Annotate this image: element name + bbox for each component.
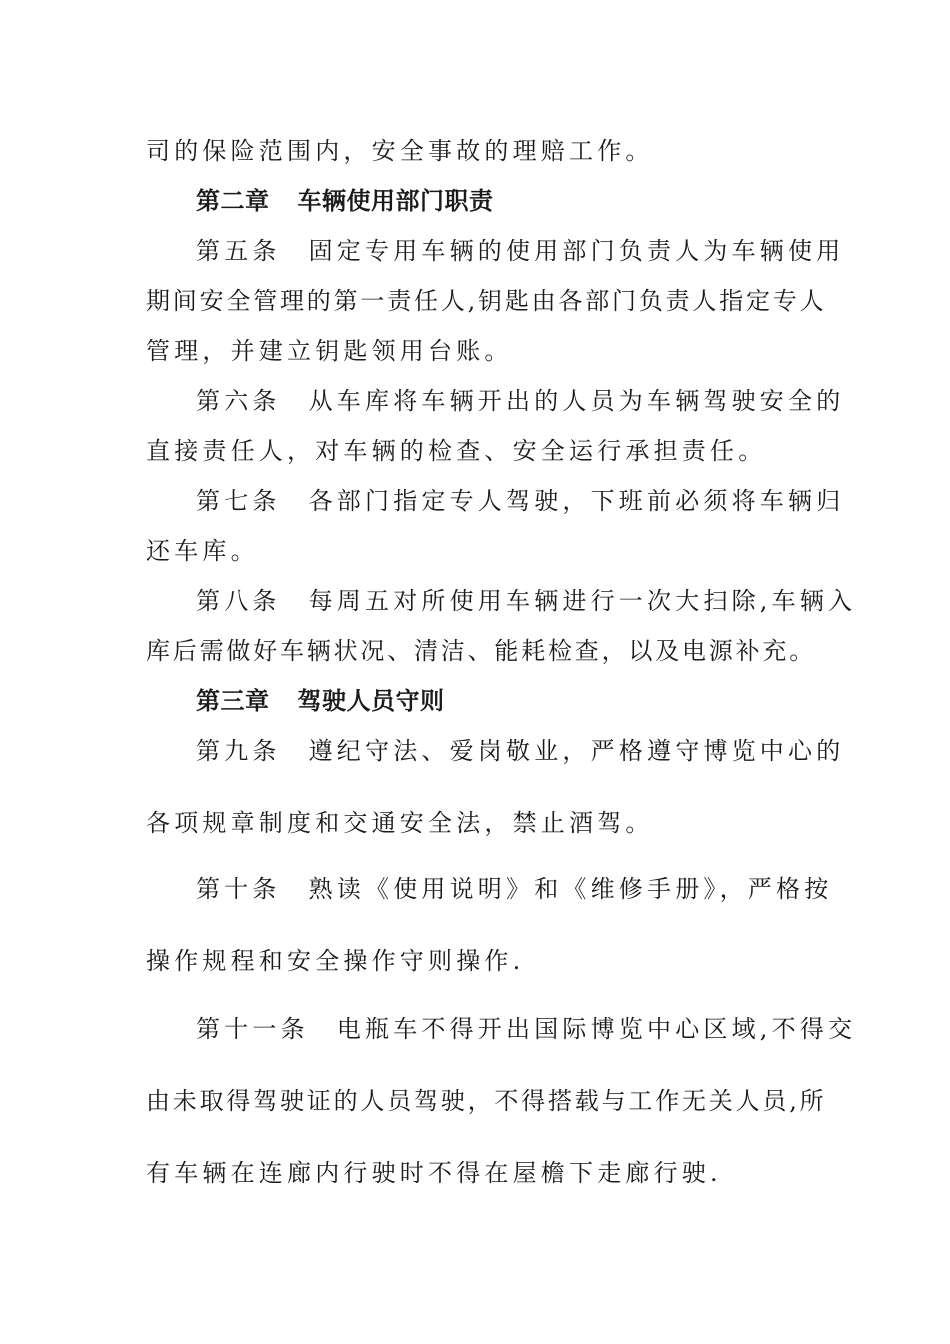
- article-10-line-1: [196, 874, 833, 904]
- article-8-text-1: 每周五对所使用车辆进行一次大扫除,车辆入: [308, 587, 857, 615]
- article-9-text-1: 遵纪守法、爱岗敬业，严格遵守博览中心的: [308, 737, 845, 765]
- article-5-line-3: 管理，并建立钥匙领用台账。: [146, 337, 513, 365]
- article-8-label: 第八条: [196, 587, 281, 615]
- chapter-2-title: 车辆使用部门职责: [297, 187, 494, 215]
- article-5-text-1: 固定专用车辆的使用部门负责人为车辆使用: [308, 237, 845, 265]
- article-10-label: 第十条: [196, 875, 281, 903]
- article-11-line-1: [196, 1014, 857, 1044]
- article-11-line-3: 有车辆在连廊内行驶时不得在屋檐下走廊行驶.: [146, 1159, 722, 1187]
- article-8-line-1: [196, 586, 857, 616]
- article-6-text-1: 从车库将车辆开出的人员为车辆驾驶安全的: [308, 387, 845, 415]
- article-6-line-1: [196, 386, 845, 416]
- article-9-label: 第九条: [196, 737, 281, 765]
- article-7-line-2: 还车库。: [146, 537, 259, 565]
- chapter-2-number: 第二章: [196, 187, 270, 215]
- article-7-label: 第七条: [196, 487, 281, 515]
- article-10-text-1: 熟读《使用说明》和《维修手册》，严格按: [308, 875, 833, 903]
- chapter-3-title: 驾驶人员守则: [297, 687, 445, 715]
- article-8-line-2: 库后需做好车辆状况、清洁、能耗检查，以及电源补充。: [146, 637, 816, 665]
- article-7-line-1: [196, 486, 845, 516]
- article-11-line-2: 由未取得驾驶证的人员驾驶，不得搭载与工作无关人员,所: [146, 1087, 827, 1115]
- article-11-text-1: 电瓶车不得开出国际博览中心区域,不得交: [336, 1015, 857, 1043]
- chapter-2-heading: [196, 186, 806, 216]
- article-7-text-1: 各部门指定专人驾驶，下班前必须将车辆归: [308, 487, 845, 515]
- chapter-3-heading: [196, 686, 806, 716]
- article-5-label: 第五条: [196, 237, 281, 265]
- paragraph-continued: 司的保险范围内，安全事故的理赔工作。: [146, 137, 654, 165]
- article-6-label: 第六条: [196, 387, 281, 415]
- article-9-line-2: 各项规章制度和交通安全法，禁止酒驾。: [146, 809, 654, 837]
- article-9-line-1: [196, 736, 845, 766]
- article-5-line-1: [196, 236, 845, 266]
- article-6-line-2: 直接责任人，对车辆的检查、安全运行承担责任。: [146, 437, 767, 465]
- article-10-line-2: 操作规程和安全操作守则操作.: [146, 947, 525, 975]
- article-11-label: 第十一条: [196, 1015, 309, 1043]
- article-5-line-2: 期间安全管理的第一责任人,钥匙由各部门负责人指定专人: [146, 287, 827, 315]
- chapter-3-number: 第三章: [196, 687, 270, 715]
